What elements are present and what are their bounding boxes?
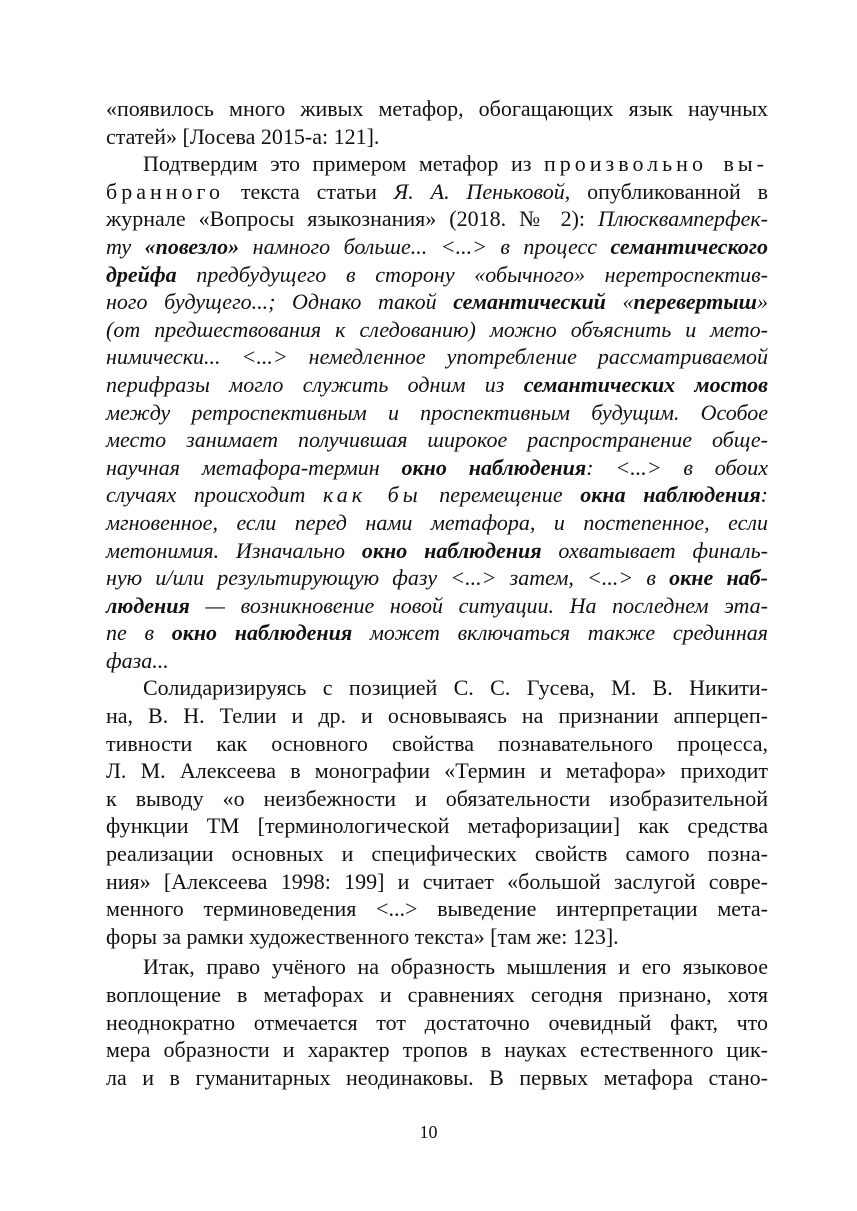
text-line: мера образности и характер тропов в науках естественного цик- — [106, 1037, 768, 1063]
text-line: ную и/или результирующую фазу <...> затем, <...> в окне наб- — [106, 565, 768, 591]
text-line: фаза... — [106, 647, 169, 673]
text-line: тивности как основного свойства познавательного процесса, — [106, 730, 768, 756]
page-body — [106, 95, 768, 1091]
text-line: научная метафора-термин окно наблюдения: <...> в обоих — [106, 454, 768, 480]
text-line: дрейфа предбудущего в сторону «обычного» нeретроспектив- — [106, 261, 768, 287]
text-line: нимически... <...> немедленное употребление рассматриваемой — [106, 344, 768, 370]
text-line: ла и в гуманитарных неодинаковы. В первых метафора стано- — [106, 1064, 768, 1090]
text-line: перифразы могло служить одним из семантических мостов — [106, 371, 768, 397]
text-line: Итак, право учёного на образность мышления и его языковое — [143, 954, 768, 980]
text-line: на, В. Н. Телии и др. и основываясь на признании апперцеп- — [106, 703, 768, 729]
text-line: Л. М. Алексеева в монографии «Термин и метафора» приходит — [106, 758, 768, 784]
text-line: ния» [Алексеева 1998: 199] и считает «большой заслугой совре- — [106, 868, 768, 894]
text-line: к выводу «о неизбежности и обязательности изобразительной — [106, 785, 768, 811]
text-line: журнале «Вопросы языкознания» (2018. № 2): Плюсквамперфек- — [106, 206, 768, 232]
text-line: функции ТМ [терминологической метафоризации] как средства — [106, 813, 768, 839]
text-line: людения — возникновение новой ситуации. На последнем эта- — [106, 592, 768, 618]
text-line: пе в окно наблюдения может включаться также срединная — [106, 620, 768, 646]
text-line: статей» [Лосева 2015-а: 121]. — [106, 123, 380, 149]
text-line: ту «повезло» намного больше... <...> в процесс семантического — [106, 233, 768, 259]
text-line: менного терминоведения <...> выведение интерпретации мета- — [106, 896, 768, 922]
text-line: воплощение в метафорах и сравнениях сегодня признано, хотя — [106, 982, 768, 1007]
text-line: Подтвердим это примером метафор из произвольно вы- — [143, 151, 768, 177]
text-line: случаях происходит как бы перемещение окна наблюдения: — [106, 482, 768, 508]
text-line: реализации основных и специфических свойств самого позна- — [106, 841, 768, 867]
text-line: метонимия. Изначально окно наблюдения охватывает финаль- — [106, 537, 768, 563]
text-line: между ретроспективным и проспективным будущим. Особое — [106, 399, 768, 425]
page-number: 10 — [419, 1122, 438, 1142]
text-line: Солидаризируясь с позицией С. С. Гусева, М. В. Никити- — [143, 675, 768, 701]
text-line: «появилось много живых метафор, обогащающих язык научных — [106, 96, 768, 121]
text-line: ного будущего...; Однако такой семантический «перевертыш» — [106, 289, 769, 315]
text-line: место занимает получившая широкое распространение обще- — [106, 427, 768, 453]
text-line: форы за рамки художественного текста» [там же: 123]. — [106, 923, 619, 949]
text-line: бранного текста статьи Я. А. Пеньковой, опубликованной в — [106, 178, 768, 204]
text-line: мгновенное, если перед нами метафора, и постепенное, если — [106, 509, 768, 535]
text-line: неоднократно отмечается тот достаточно очевидный факт, что — [106, 1009, 768, 1035]
text-line: (от предшествования к следованию) можно объяснить и мето- — [106, 316, 768, 342]
